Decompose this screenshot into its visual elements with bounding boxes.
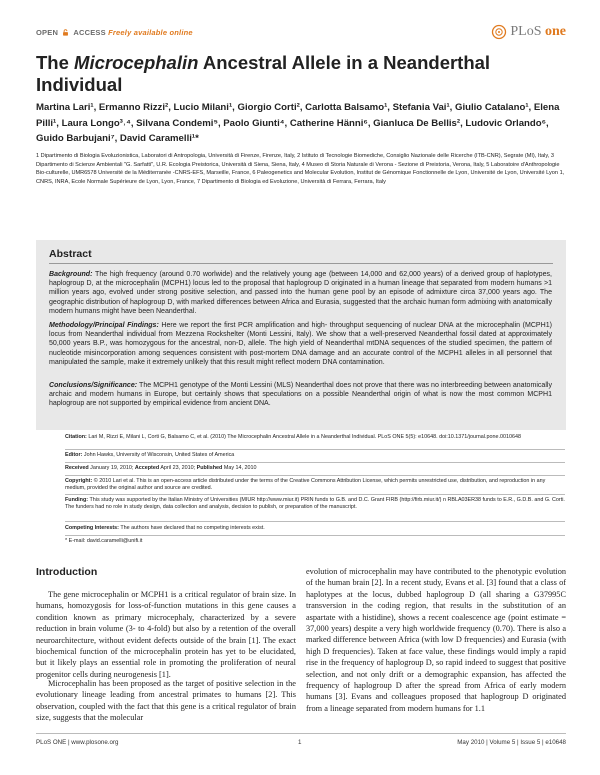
meta-divider <box>65 449 565 450</box>
open-lock-icon <box>62 29 69 36</box>
author-list: Martina Lari¹, Ermanno Rizzi², Lucio Milani¹, Giorgio Corti², Carlotta Balsamo¹, Stefania Vai¹, Giulio Catalano¹, Elena Pilli¹, Laura Longo³˒⁴, Silvana Condemi⁵, Paolo Giunti⁴, Catherine Hänni⁶, Gianluca De Bellis², Ludovic Orlando⁶, Guido Barbujani⁷, David Caramelli¹* <box>36 102 560 145</box>
abstract-methods <box>49 321 552 367</box>
title-part-italic: Microcephalin <box>74 52 199 73</box>
funding-label: Funding: <box>65 497 89 503</box>
interests-label: Competing Interests: <box>65 525 119 531</box>
accepted-date: April 23, 2010; <box>159 465 197 471</box>
open-label: OPEN <box>36 28 59 37</box>
copyright-label: Copyright: <box>65 478 93 484</box>
abstract-box <box>36 240 566 430</box>
conclusions-text: The MCPH1 genotype of the Monti Lessini (MLS) Neanderthal does not prove that there was no interbreeding between anatomically archaic and modern humans in Europe, but certainly shows that speculations on a possible Neanderthal origin of what is now the most common MCPH1 haplogroup are not supported by empirical evidence from ancient DNA. <box>49 382 552 408</box>
abstract-heading: Abstract <box>49 248 92 260</box>
citation <box>65 434 565 441</box>
citation-label: Citation: <box>65 434 87 440</box>
received-date: January 19, 2010; <box>88 465 135 471</box>
background-text: The high frequency (around 0.70 worlwide) and the relatively young age (between 14,000 and 62,000 years) of a derived group of haplotypes, haplogroup D, at the microcephalin (MCPH1) locus led to the proposal that haplogroup D originated in a human lineage that separated from modern humans >1 million years ago, evolved under strong positive selection, and passed into the human gene pool by an episode of admixture circa 37,000 years ago. The geographic distribution of haplogroup D, with marked differences between Africa and Eurasia, suggested that the archaic human form admixing with anatomically modern humans might have been Neanderthal. <box>49 271 552 315</box>
intro-left-paragraph-1: The gene microcephalin or MCPH1 is a critical regulator of brain size. In humans, homozygosis for loss-of-function mutations in this gene causes a condition known as primary microcephaly, characterized by a severe reduction in brain volume (3- to 4-fold) but also by a retention of the overall neuroarchitecture, without evident defects outside of the brain [1]. The exact biochemical function of the microcephalin protein has yet to be elucidated, but it likely plays an essential role in promoting the proliferation of neural progenitor cells during neurogenesis [1]. <box>36 590 296 679</box>
meta-divider <box>65 462 565 463</box>
intro-right-paragraph: evolution of microcephalin may have contributed to the phenotypic evolution of the human brain [2]. In a recent study, Evans et al. [3] found that a class of haplotypes at the locus, dubbed haplogroup D (all sharing a G37995C transversion in the coding region, that results in the substitution of an aspartate with a histidine), shows a recent coalescence age (point estimate = 37,000 years) despite a very high worldwide frequency (0.70). There is also a marked difference between Africa (with low D frequencies) and Eurasia (with high D frequencies). Taken at face value, these findings would imply a rapid rise in the frequency of haplogroup D, so rapid indeed to suggest that positive selection, and not only drift or a demographic expansion, has affected the frequency of haplogroup D after the spread from Africa of early modern humans [3]. Evans and colleagues proposed that haplogroup D originated from a lineage separated from modern humans for 1.1 <box>306 567 566 713</box>
published-date: May 14, 2010 <box>222 465 257 471</box>
accepted-label: Accepted <box>134 465 160 471</box>
footer-issue: May 2010 | Volume 5 | Issue 5 | e10648 <box>457 739 566 746</box>
footer-page-number: 1 <box>298 739 302 746</box>
journal-name-one: one <box>545 24 566 39</box>
open-access-banner <box>36 28 193 37</box>
copyright-text: © 2010 Lari et al. This is an open-access article distributed under the terms of the Creative Commons Attribution License, which permits unrestricted use, distribution, and reproduction in any medium, provided the original author and source are credited. <box>65 478 546 492</box>
footer-divider <box>36 733 566 734</box>
methods-label: Methodology/Principal Findings: <box>49 322 159 329</box>
meta-divider <box>65 521 565 522</box>
title-part-pre: The <box>36 52 75 73</box>
abstract-conclusions <box>49 381 552 409</box>
journal-header <box>36 26 566 42</box>
background-label: Background: <box>49 271 93 278</box>
meta-divider <box>65 475 565 476</box>
journal-logo <box>491 23 566 41</box>
journal-name-plos: PLoS <box>510 24 542 39</box>
intro-left-paragraph-2: Microcephalin has been proposed as the target of positive selection in the evolutionary lineage leading from ancestral primates to humans [2]. This observation, coupled with the fact that this gene is a critical regulator of brain size, suggests that the molecular <box>36 679 296 723</box>
published-label: Published <box>196 465 223 471</box>
funding <box>65 497 565 512</box>
contact-email: * E-mail: david.caramelli@unifi.it <box>65 538 143 544</box>
access-label: ACCESS <box>73 28 106 37</box>
freely-available-label: Freely available online <box>108 28 193 37</box>
introduction-heading: Introduction <box>36 566 98 578</box>
funding-text: This study was supported by the Italian Ministry of Universities (MIUR http://www.miur.it) PRIN funds to G.B. and D.C. Grant FIRB (http://firb.miur.it/) n RBLA03ER38 funds to E.R., G.D.B. and G. Corti. The funders had no role in study design, data collection and analysis, decision to publish, or preparation of the manuscript. <box>65 497 565 511</box>
copyright <box>65 478 565 493</box>
editor-label: Editor: <box>65 452 83 458</box>
dates <box>65 465 565 472</box>
editor-text: John Hawks, University of Wisconsin, United States of America <box>82 452 235 458</box>
interests-text: The authors have declared that no competing interests exist. <box>118 525 265 531</box>
conclusions-label: Conclusions/Significance: <box>49 382 138 389</box>
editor <box>65 452 565 459</box>
title-part-post: Ancestral Allele in a Neanderthal Individual <box>36 52 491 95</box>
meta-divider <box>65 494 565 495</box>
article-title <box>36 52 566 96</box>
citation-text: Lari M, Rizzi E, Milani L, Corti G, Balsamo C, et al. (2010) The Microcephalin Ancestral Allele in a Neanderthal Individual. PLoS ONE 5(5): e10648. doi:10.1371/journal.pone.0010648 <box>86 434 521 440</box>
competing-interests <box>65 525 565 532</box>
methods-text: Here we report the first PCR amplification and high- throughput sequencing of nuclear DNA at the microcephalin (MCPH1) locus from Neanderthal individual from Mezzena Rockshelter (Monti Lessini, Italy). We show that a well-preserved Neanderthal fossil dated at approximately 50,000 years B.P., was homozygous for the ancestral, non-D, allele. The high yield of Neanderthal mtDNA sequences of the studied specimen, the pattern of nucleotide misincorporation among sequences consistent with post-mortem DNA damage and an accurate control of the MCPH1 alleles in all personnel that manipulated the sample, make it extremely unlikely that this result might reflect modern DNA contamination. <box>49 322 552 366</box>
meta-divider <box>65 535 565 536</box>
plos-logo-icon <box>491 24 507 40</box>
received-label: Received <box>65 465 89 471</box>
affiliations: 1 Dipartimento di Biologia Evoluzionistica, Laboratori di Antropologia, Università di Firenze, Firenze, Italy, 2 Istituto di Tecnologie Biomediche, Consiglio Nazionale delle Ricerche (ITB-CNR), Segrate (MI), Italy, 3 Dipartimento di Scienze Ambientali "G. Sarfatti", U.R. Ecologia Preistorica, Università di Siena, Siena, Italy, 4 Museo di Storia Naturale di Verona - Sezione di Preistoria, Verona, Italy, 5 Laboratoire d'Anthropologie Bio-culturelle, UMR6578 Université de la Méditerranée -CNRS-EFS, Marseille, France, 6 Paleogenetics and Molecular Evolution, Institut de Génomique Fonctionnelle de Lyon, Université de Lyon, Université Lyon 1, CNRS, INRA, Ecole Normale Supérieure de Lyon, Lyon, France, 7 Dipartimento di Biologia ed Evoluzione, Università di Ferrara, Ferrara, Italy <box>36 153 565 186</box>
abstract-divider <box>49 263 553 264</box>
footer-journal: PLoS ONE | www.plosone.org <box>36 739 119 746</box>
abstract-background <box>49 270 552 316</box>
